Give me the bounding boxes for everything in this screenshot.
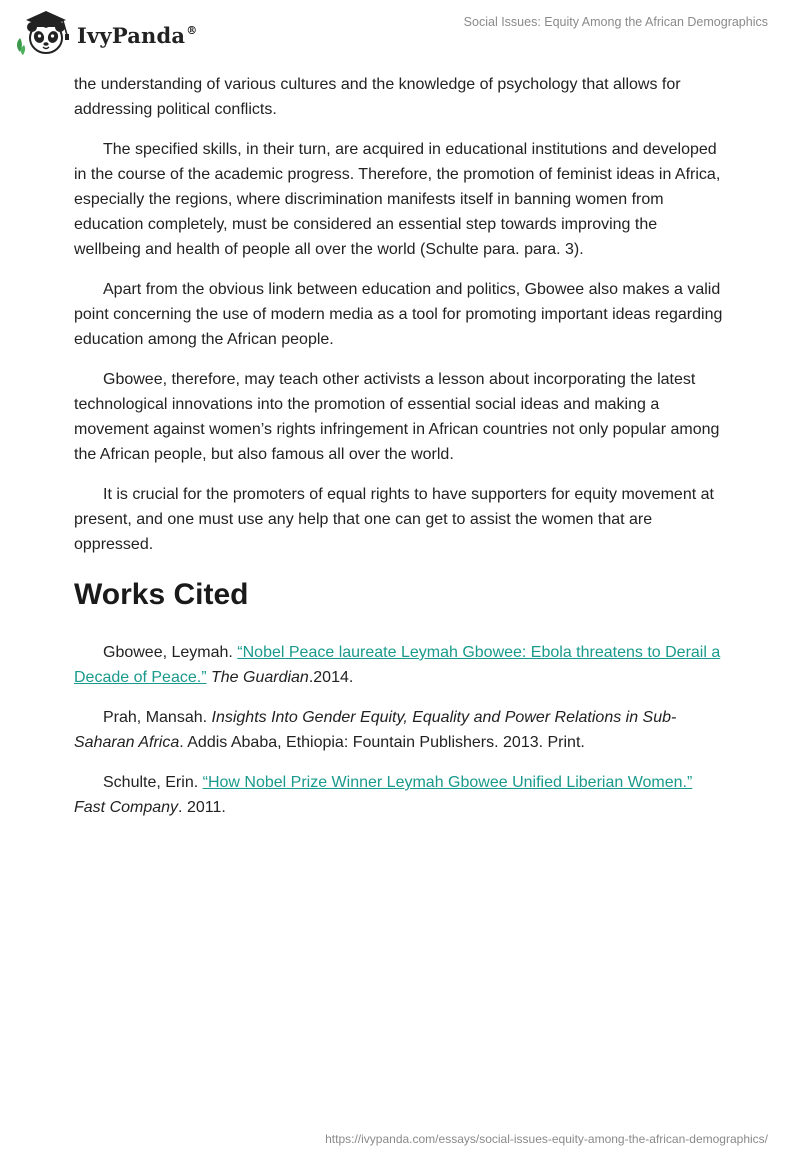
works-cited-heading: Works Cited [74,578,249,611]
citation-author: Prah, Mansah. [103,709,212,726]
panda-graduate-icon [14,8,76,56]
citation-source: Fast Company [74,799,179,816]
page-header [0,0,800,70]
citation-entry [74,705,724,755]
logo-text: IvyPanda [77,22,186,48]
citation-author: Gbowee, Leymah. [103,644,238,661]
body-paragraph: Gbowee, therefore, may teach other activists a lesson about incorporating the latest technological innovations into the promotion of essential social ideas and making a movement against women’s rights infringement in African countries not only popular among the African people, but also famous all over the world. [74,371,720,463]
essay-content [74,72,724,835]
document-title: Social Issues: Equity Among the African Demographics [463,15,768,29]
citation-entry [74,770,724,820]
ivypanda-logo[interactable] [14,8,197,56]
citation-link[interactable]: “Nobel Peace laureate Leymah Gbowee: Ebola threatens to Derail a Decade of Peace.” [74,644,721,686]
citation-details: . Addis Ababa, Ethiopia: Fountain Publishers. 2013. Print. [179,734,585,751]
citation-details: .2014. [308,669,354,686]
body-paragraph: It is crucial for the promoters of equal rights to have supporters for equity movement at present, and one must use any help that one can get to assist the women that are oppressed. [74,486,714,553]
citation-source: The Guardian [210,669,309,686]
body-paragraph: The specified skills, in their turn, are acquired in educational institutions and developed in the course of the academic progress. Therefore, the promotion of feminist ideas in Africa, especially the regions, where discrimination manifests itself in banning women from education completely, must be considered an essential step towards improving the wellbeing and health of people all over the world (Schulte para. para. 3). [74,141,721,258]
citation-author: Schulte, Erin. [103,774,203,791]
page-url: https://ivypanda.com/essays/social-issues-equity-among-the-african-demographics/ [325,1132,768,1146]
body-paragraph: Apart from the obvious link between education and politics, Gbowee also makes a valid point concerning the use of modern media as a tool for promoting important ideas regarding education among the African people. [74,281,723,348]
registered-mark: ® [186,23,198,37]
citation-title: Insights Into Gender Equity, Equality and Power Relations in Sub-Saharan Africa [74,709,677,751]
logo-wordmark [77,23,197,48]
body-paragraph: the understanding of various cultures and the knowledge of psychology that allows for addressing political conflicts. [74,76,681,118]
citation-entry [74,640,724,690]
citation-link[interactable]: “How Nobel Prize Winner Leymah Gbowee Unified Liberian Women.” [202,774,693,791]
citation-details: . 2011. [178,799,226,816]
